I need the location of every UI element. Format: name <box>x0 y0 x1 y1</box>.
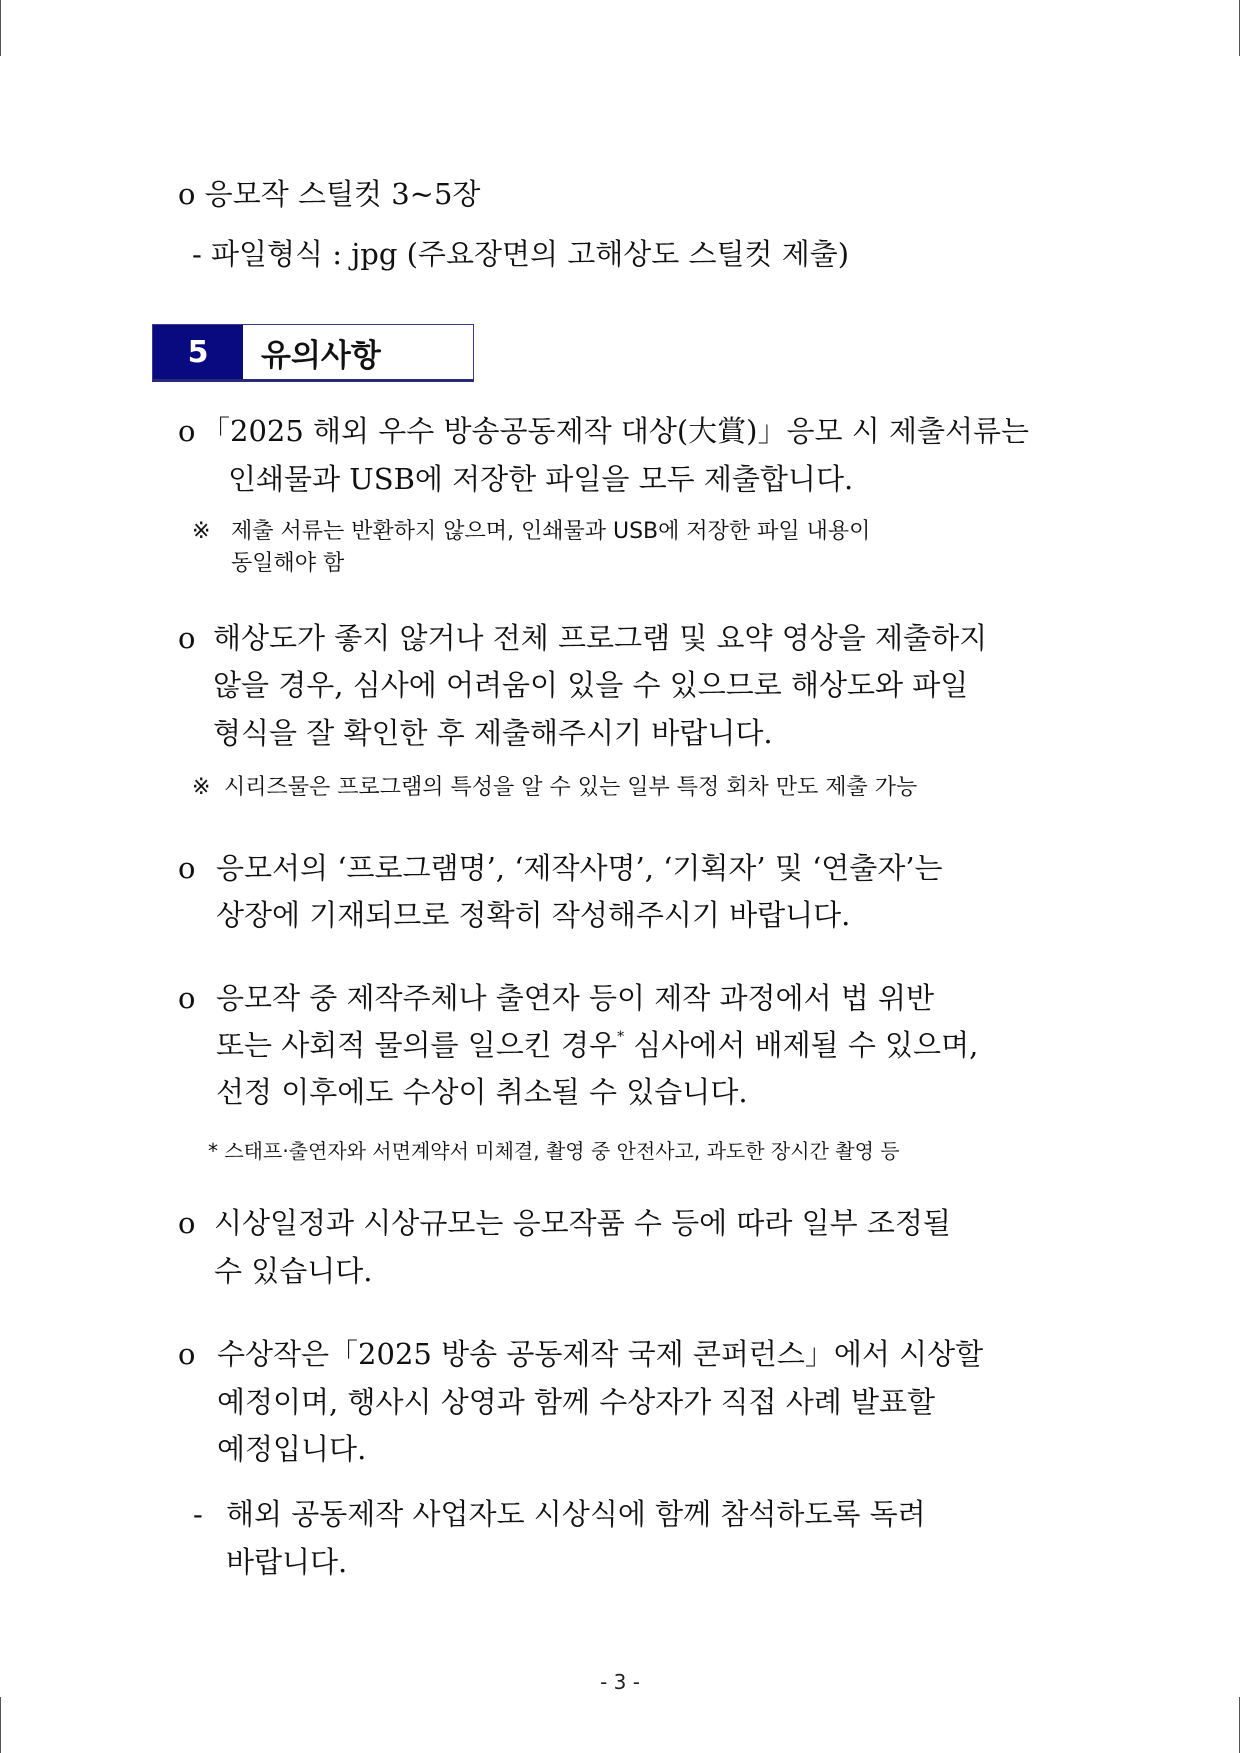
dash-marker: - <box>193 1497 203 1531</box>
bullet-4-line-2 <box>216 1027 978 1063</box>
bullet-marker: o <box>178 414 196 448</box>
crop-mark-bottom-left <box>0 1697 1 1753</box>
section-title: 유의사항 <box>261 337 381 374</box>
dash-1-line-2: 바랍니다. <box>226 1545 348 1579</box>
bullet-6-line-1: 수상작은「2025 방송 공동제작 국제 콘퍼런스」에서 시상할 <box>217 1337 984 1371</box>
bullet-marker: o <box>178 1337 196 1371</box>
note-mark: ※ <box>192 519 211 544</box>
bullet-2-line-3: 형식을 잘 확인한 후 제출해주시기 바랍니다. <box>213 716 773 750</box>
bullet-5-line-1: 시상일정과 시상규모는 응모작품 수 등에 따라 일부 조정될 <box>214 1206 951 1240</box>
bullet-4-line-2-start: 또는 사회적 물의를 일으킨 경우 <box>216 1028 618 1062</box>
item-file-format: - 파일형식 : jpg (주요장면의 고해상도 스틸컷 제출) <box>192 237 850 271</box>
bullet-marker: o <box>178 851 196 885</box>
note-1-line-1: 제출 서류는 반환하지 않으며, 인쇄물과 USB에 저장한 파일 내용이 <box>231 519 871 544</box>
footnote-line: * 스태프·출연자와 서면계약서 미체결, 촬영 중 안전사고, 과도한 장시간 촬영 등 <box>208 1139 900 1163</box>
bullet-6-line-3: 예정입니다. <box>217 1432 367 1466</box>
bullet-1-line-2: 인쇄물과 USB에 저장한 파일을 모두 제출합니다. <box>228 462 854 496</box>
dash-1-line-1: 해외 공동제작 사업자도 시상식에 함께 참석하도록 독려 <box>226 1497 926 1531</box>
item-stills: o 응모작 스틸컷 3~5장 <box>178 177 481 211</box>
bullet-marker: o <box>178 1206 196 1240</box>
crop-mark-top-left <box>0 0 1 56</box>
footnote-marker: * <box>617 1029 625 1045</box>
bullet-4-line-2-end: 심사에서 배제될 수 있으며, <box>624 1028 979 1062</box>
bullet-6-line-2: 예정이며, 행사시 상영과 함께 수상자가 직접 사례 발표할 <box>217 1385 936 1419</box>
section-number: 5 <box>153 325 243 379</box>
note-mark: ※ <box>192 775 211 800</box>
bullet-3-line-2: 상장에 기재되므로 정확히 작성해주시기 바랍니다. <box>216 898 851 932</box>
bullet-1-line-1: 「2025 해외 우수 방송공동제작 대상(大賞)」응모 시 제출서류는 <box>201 414 1030 448</box>
bullet-marker: o <box>178 621 196 655</box>
bullet-2-line-1: 해상도가 좋지 않거나 전체 프로그램 및 요약 영상을 제출하지 <box>213 621 988 655</box>
note-2-line-1: 시리즈물은 프로그램의 특성을 알 수 있는 일부 특정 회차 만도 제출 가능 <box>224 775 918 800</box>
bullet-marker: o <box>178 981 196 1015</box>
section-header <box>152 324 474 382</box>
page-number: - 3 - <box>600 1670 640 1694</box>
bullet-5-line-2: 수 있습니다. <box>214 1254 373 1288</box>
bullet-2-line-2: 않을 경우, 심사에 어려움이 있을 수 있으므로 해상도와 파일 <box>213 668 969 702</box>
bullet-3-line-1: 응모서의 ‘프로그램명’, ‘제작사명’, ‘기획자’ 및 ‘연출자’는 <box>216 851 943 885</box>
bullet-4-line-1: 응모작 중 제작주체나 출연자 등이 제작 과정에서 법 위반 <box>216 981 935 1015</box>
bullet-4-line-3: 선정 이후에도 수상이 취소될 수 있습니다. <box>216 1075 748 1109</box>
note-1-line-2: 동일해야 함 <box>231 551 345 576</box>
